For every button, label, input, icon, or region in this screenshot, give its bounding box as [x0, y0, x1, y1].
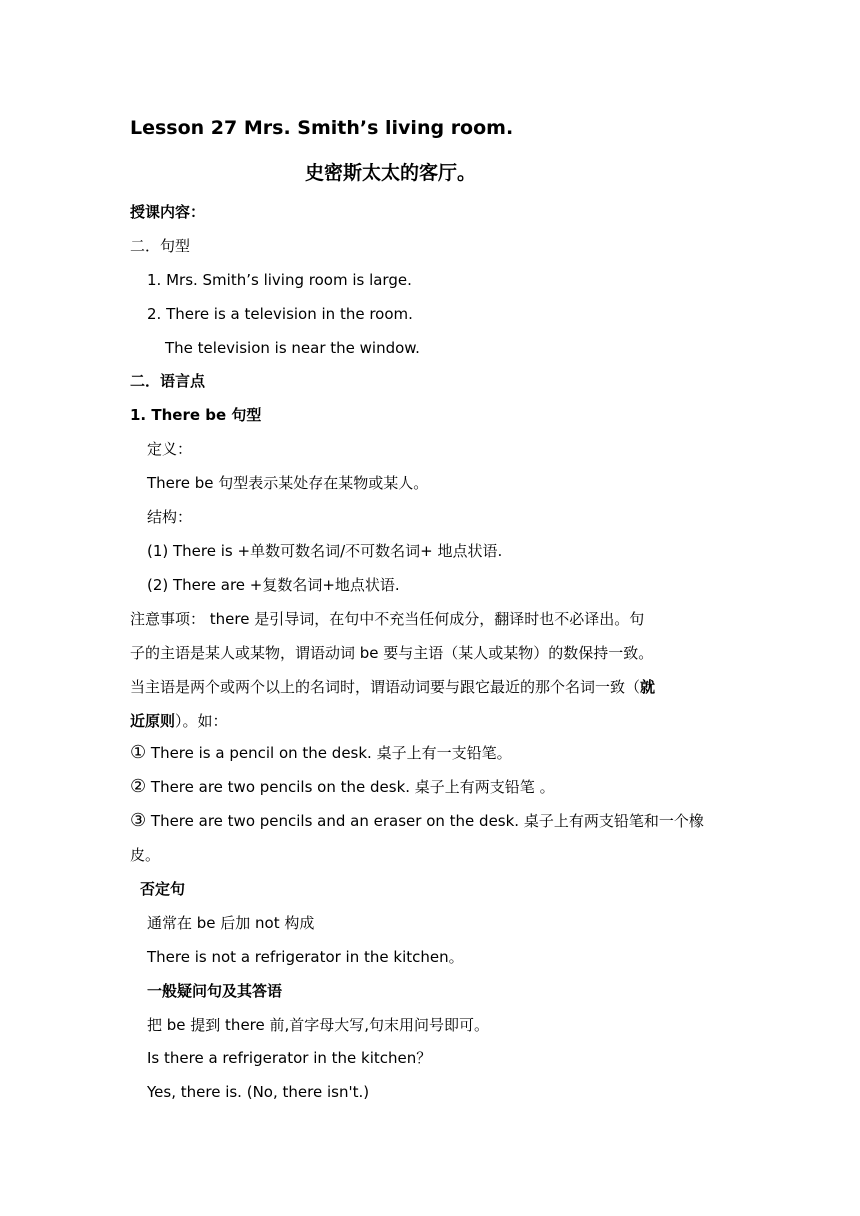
lesson-title: Lesson 27 Mrs. Smith’s living room. [130, 117, 514, 139]
structure-2: (2) There are +复数名词+地点状语. [147, 576, 400, 594]
sentence-3: The television is near the window. [165, 339, 420, 357]
section1-heading: 二．句型 [130, 237, 191, 255]
sentence-1: 1. Mrs. Smith’s living room is large. [147, 271, 412, 289]
question-example: Is there a refrigerator in the kitchen？ [147, 1049, 432, 1067]
note-line-4 [130, 711, 740, 731]
definition-label: 定义： [147, 440, 193, 458]
example-3-mark: ③ [130, 810, 147, 831]
example-1-text: There is a pencil on the desk. 桌子上有一支铅笔。 [146, 744, 512, 762]
example-1-mark: ① [130, 742, 147, 763]
question-rule: 把 be 提到 there 前,首字母大写,句末用问号即可。 [147, 1016, 490, 1034]
question-answer: Yes, there is. (No, there isn't.) [147, 1083, 370, 1101]
example-3 [130, 811, 740, 831]
example-3-text: There are two pencils and an eraser on the desk. 桌子上有两支铅笔和一个橡 [146, 812, 704, 830]
structure-label: 结构： [147, 508, 193, 526]
question-heading: 一般疑问句及其答语 [147, 982, 283, 1000]
note-line-3-text: 当主语是两个或两个以上的名词时，谓语动词要与跟它最近的那个名词一致（ [130, 678, 641, 696]
example-2-text: There are two pencils on the desk. 桌子上有两支铅笔 。 [146, 778, 555, 796]
point-heading: 1. There be 句型 [130, 406, 262, 424]
example-2-mark: ② [130, 776, 147, 797]
negative-rule: 通常在 be 后加 not 构成 [147, 914, 315, 932]
lesson-subtitle: 史密斯太太的客厅。 [305, 162, 477, 184]
note-line-2: 子的主语是某人或某物，谓语动词 be 要与主语（某人或某物）的数保持一致。 [130, 644, 654, 662]
example-1 [130, 743, 740, 763]
structure-1: (1) There is +单数可数名词/不可数名词+ 地点状语. [147, 542, 503, 560]
note-line-4-text: ）。如： [175, 712, 228, 730]
section2-heading: 二．语言点 [130, 372, 206, 390]
definition-text: There be 句型表示某处存在某物或某人。 [147, 474, 429, 492]
content-heading: 授课内容： [130, 203, 206, 221]
note-line-1: 注意事项： there 是引导词，在句中不充当任何成分，翻译时也不必译出。句 [130, 610, 645, 628]
sentence-2: 2. There is a television in the room. [147, 305, 413, 323]
note-line-4-bold: 近原则 [130, 712, 176, 730]
note-line-3-bold: 就 [640, 678, 656, 696]
negative-example: There is not a refrigerator in the kitchen。 [147, 948, 464, 966]
note-line-3 [130, 677, 740, 697]
negative-heading: 否定句 [140, 880, 186, 898]
example-3-continued: 皮。 [130, 846, 161, 864]
example-2 [130, 777, 740, 797]
